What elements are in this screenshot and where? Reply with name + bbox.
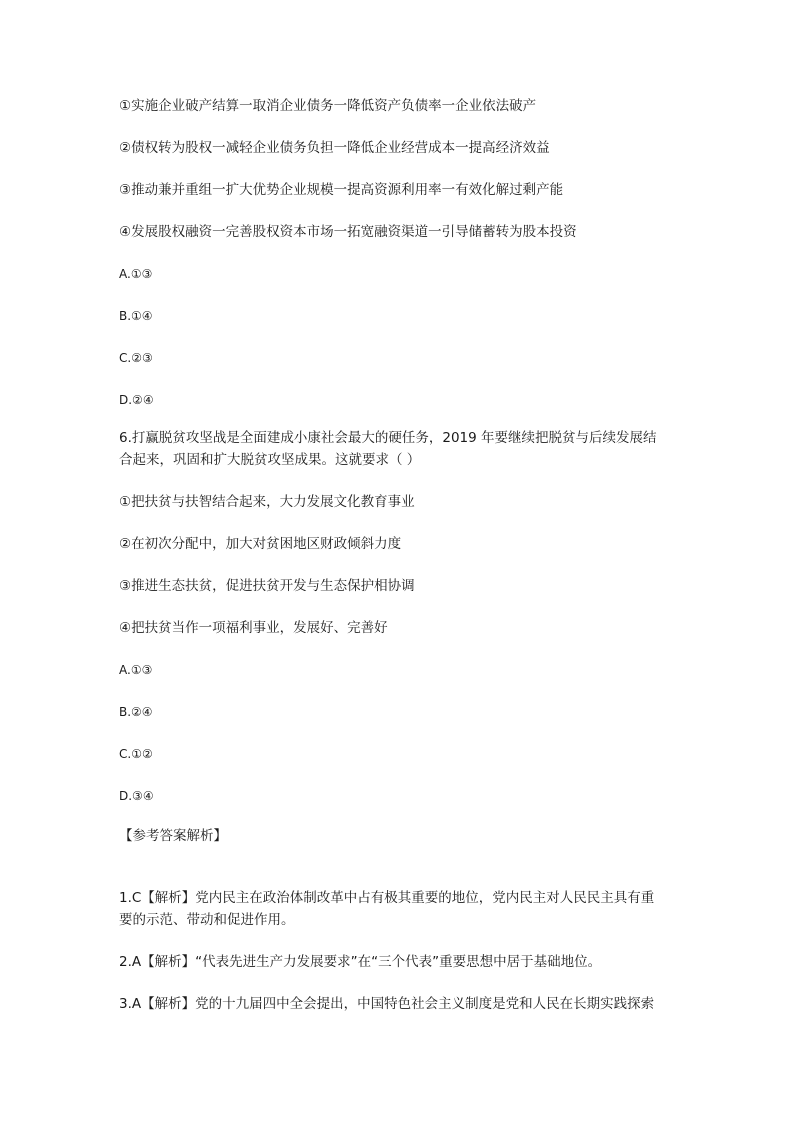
answers-heading: 【参考答案解析】 — [119, 828, 227, 844]
q5-item-3: ③推动兼并重组一扩大优势企业规模一提高资源利用率一有效化解过剩产能 — [119, 182, 564, 198]
q6-option-b: B.②④ — [119, 705, 153, 719]
q5-item-4: ④发展股权融资一完善股权资本市场一拓宽融资渠道一引导储蓄转为股本投资 — [119, 224, 577, 240]
q6-option-d: D.③④ — [119, 789, 154, 803]
q6-item-2: ②在初次分配中，加大对贫困地区财政倾斜力度 — [119, 536, 402, 552]
q5-option-c: C.②③ — [119, 351, 153, 365]
q6-item-3: ③推进生态扶贫，促进扶贫开发与生态保护相协调 — [119, 578, 415, 594]
answer-2: 2.A【解析】“代表先进生产力发展要求”在“三个代表”重要思想中居于基础地位。 — [119, 954, 602, 970]
q6-item-4: ④把扶贫当作一项福利事业，发展好、完善好 — [119, 620, 388, 636]
answer-3: 3.A【解析】党的十九届四中全会提出，中国特色社会主义制度是党和人民在长期实践探索 — [119, 996, 655, 1012]
q6-stem — [119, 427, 679, 471]
q5-option-a: A.①③ — [119, 267, 153, 281]
q6-item-1: ①把扶贫与扶智结合起来，大力发展文化教育事业 — [119, 494, 415, 510]
q5-item-2: ②债权转为股权一减轻企业债务负担一降低企业经营成本一提高经济效益 — [119, 140, 550, 156]
q5-option-b: B.①④ — [119, 309, 153, 323]
answer-1-line-2: 要的示范、带动和促进作用。 — [119, 912, 295, 928]
q6-option-a: A.①③ — [119, 663, 153, 677]
q5-item-1: ①实施企业破产结算一取消企业债务一降低资产负债率一企业依法破产 — [119, 98, 537, 114]
q6-stem-line-1: 6.打赢脱贫攻坚战是全面建成小康社会最大的硬任务，2019 年要继续把脱贫与后续发展结 — [119, 430, 657, 446]
q5-option-d: D.②④ — [119, 393, 154, 407]
answer-1-line-1: 1.C【解析】党内民主在政治体制改革中占有极其重要的地位，党内民主对人民民主具有重 — [119, 890, 655, 906]
q6-stem-line-2: 合起来，巩固和扩大脱贫攻坚成果。这就要求（ ） — [119, 452, 421, 468]
answer-1 — [119, 887, 679, 931]
q6-option-c: C.①② — [119, 747, 153, 761]
